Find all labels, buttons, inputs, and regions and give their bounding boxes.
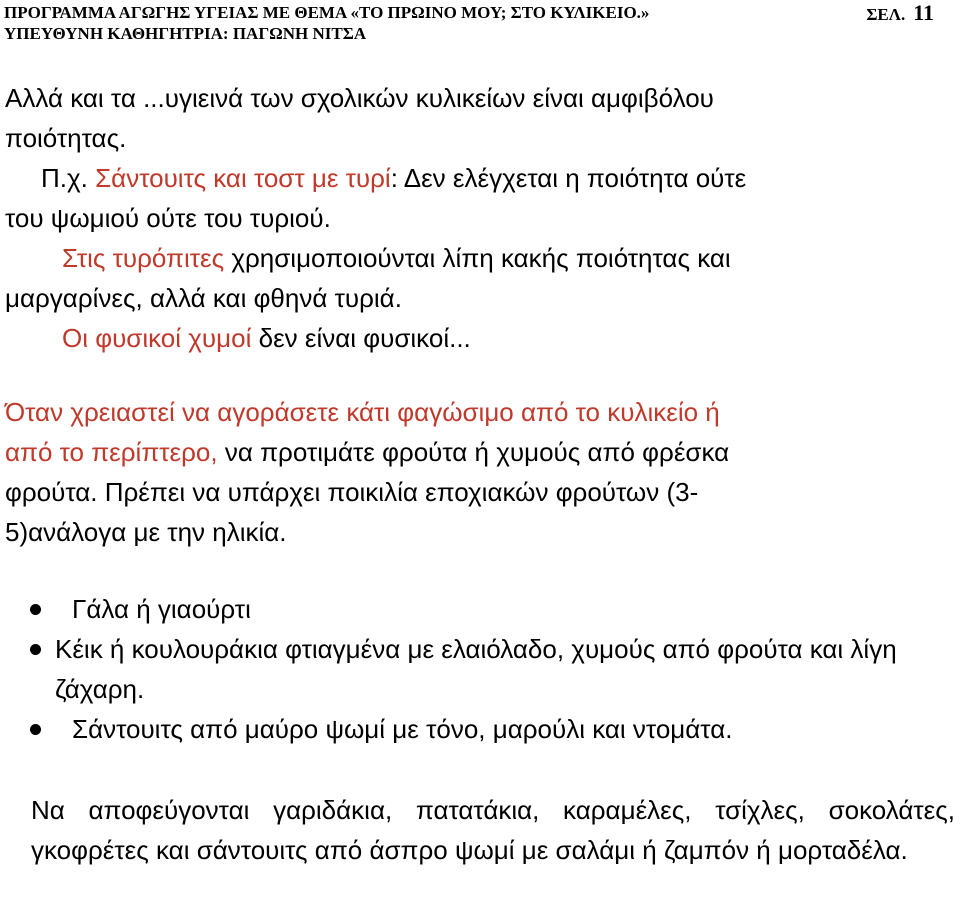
avoid-paragraph: Να αποφεύγονται γαριδάκια, πατατάκια, καραμέλες, τσίχλες, σοκολάτες, γκοφρέτες και σάντουιτς από άσπρο ψωμί με σαλάμι ή ζαμπόν ή μορταδέλα.: [31, 795, 955, 865]
advice-highlight: Όταν χρειαστεί να αγοράσετε κάτι φαγώσιμο από το κυλικείο ή: [5, 397, 720, 427]
bullet-list: [0, 589, 960, 749]
bullet-icon: [30, 604, 41, 615]
example-sandwich: [5, 158, 746, 198]
page-label-text: ΣΕΛ.: [866, 5, 906, 24]
list-item: [0, 589, 960, 629]
bullet-icon: [30, 724, 41, 735]
advice-line: [5, 432, 955, 472]
advice-line: φρούτα. Πρέπει να υπάρχει ποικιλία εποχιακών φρούτων (3-: [5, 477, 699, 507]
example-cheesepie-highlight: Στις τυρόπιτες: [62, 243, 225, 273]
example-juice: [5, 318, 746, 358]
list-item-text: Γάλα ή γιαούρτι: [72, 594, 251, 624]
list-item-text: Σάντουιτς από μαύρο ψωμί με τόνο, μαρούλι και ντομάτα.: [72, 714, 733, 744]
intro-line: Αλλά και τα ...υγιεινά των σχολικών κυλικείων είναι αμφιβόλου: [5, 83, 714, 113]
page-number: [866, 2, 934, 25]
list-item-text: Κέικ ή κουλουράκια φτιαγμένα με ελαιόλαδο, χυμούς από φρούτα και λίγη ζάχαρη.: [55, 634, 897, 704]
intro-paragraph: [5, 78, 714, 158]
example-cheesepie-text: χρησιμοποιούνται λίπη κακής ποιότητας και: [231, 243, 731, 273]
example-sandwich-text: : Δεν ελέγχεται η ποιότητα ούτε: [390, 163, 747, 193]
bullet-icon: [30, 644, 41, 655]
example-sandwich-cont: του ψωμιού ούτε του τυριού.: [5, 203, 331, 233]
list-item: [0, 629, 905, 709]
advice-highlight-cont: από το περίπτερο,: [5, 437, 218, 467]
header-title: ΠΡΟΓΡΑΜΜΑ ΑΓΩΓΗΣ ΥΓΕΙΑΣ ΜΕ ΘΕΜΑ «ΤΟ ΠΡΩΙΝΟ ΜΟΥ; ΣΤΟ ΚΥΛΙΚΕΙΟ.»: [4, 3, 650, 22]
advice-text: να προτιμάτε φρούτα ή χυμούς από φρέσκα: [224, 437, 730, 467]
header-teacher: ΥΠΕΥΘΥΝΗ ΚΑΘΗΓΗΤΡΙΑ: ΠΑΓΩΝΗ ΝΙΤΣΑ: [4, 24, 367, 43]
examples-block: [5, 158, 746, 358]
example-cheesepie-cont: μαργαρίνες, αλλά και φθηνά τυριά.: [5, 283, 402, 313]
example-juice-text: δεν είναι φυσικοί...: [258, 323, 471, 353]
intro-line: ποιότητας.: [5, 123, 127, 153]
example-sandwich-highlight: Σάντουιτς και τοστ με τυρί: [95, 163, 391, 193]
list-item: [0, 709, 960, 749]
page-number-value: 11: [913, 0, 934, 25]
advice-line: 5)ανάλογα με την ηλικία.: [5, 517, 287, 547]
example-prefix: Π.χ.: [41, 163, 88, 193]
example-juice-highlight: Οι φυσικοί χυμοί: [62, 323, 252, 353]
example-cheesepie: [5, 238, 746, 278]
advice-paragraph: [5, 392, 955, 552]
page-header: [4, 2, 954, 44]
